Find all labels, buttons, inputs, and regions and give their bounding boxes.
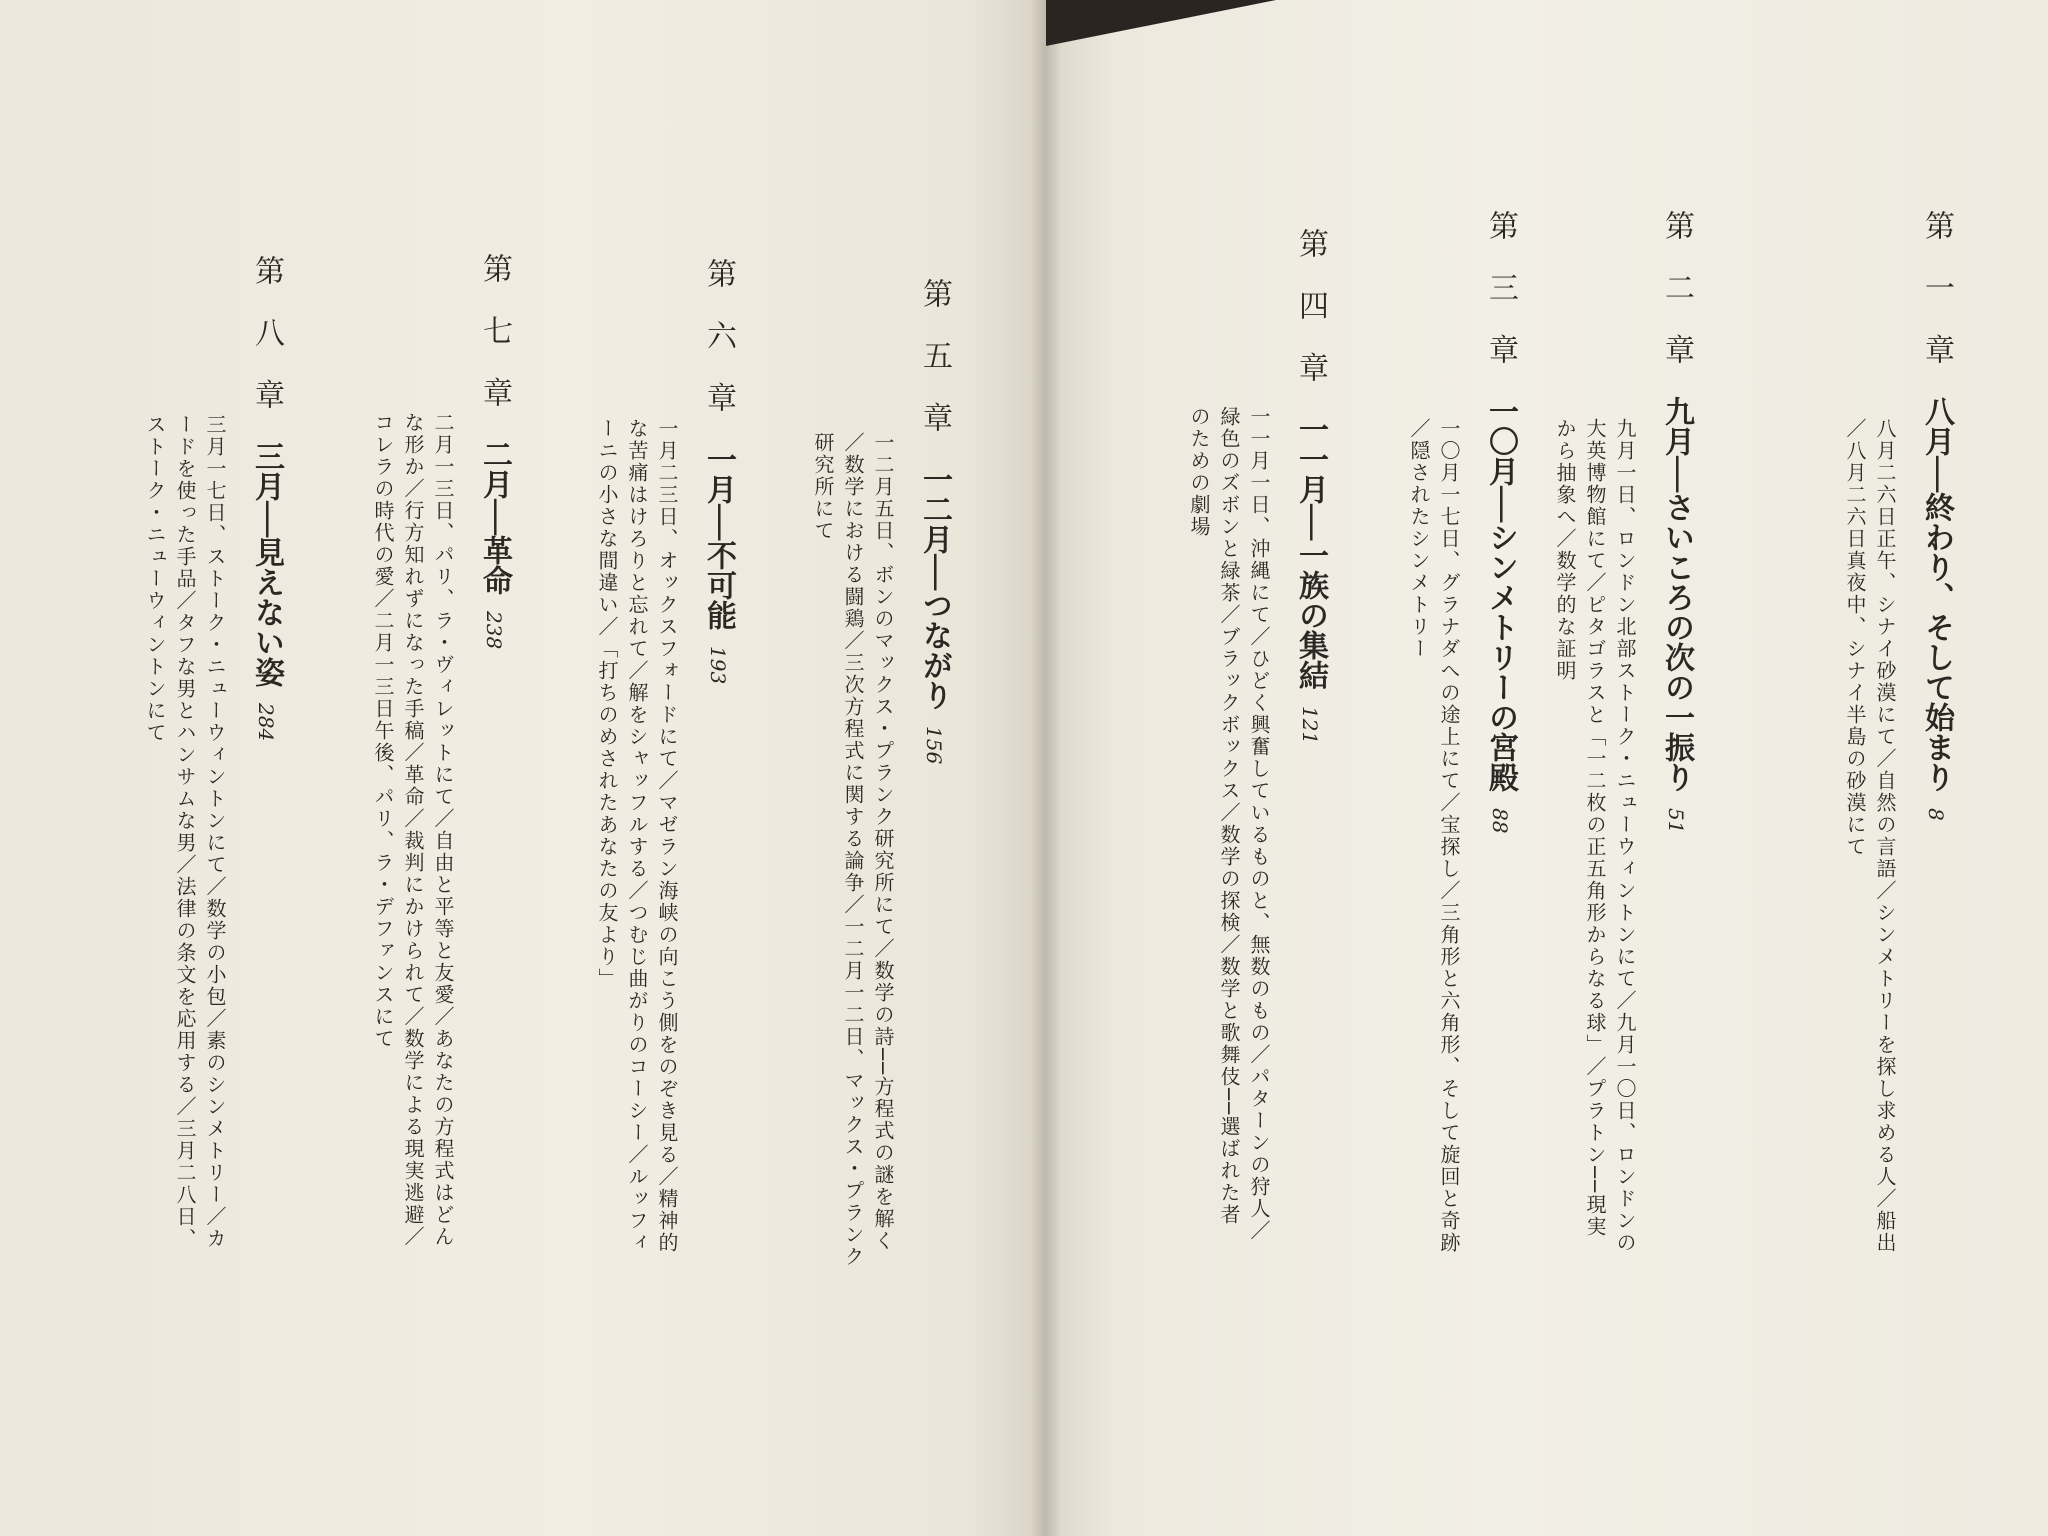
- chapter-3-heading: [1481, 210, 1520, 834]
- chapter-7-page: 238: [482, 611, 506, 650]
- chapter-5-line-3: 研究所にて: [811, 432, 835, 542]
- chapter-1-line-1: 八月二六日正午、シナイ砂漠にて／自然の言語／シンメトリーを探し求める人／船出: [1873, 418, 1897, 1254]
- chapter-1-label: 第一章: [1919, 210, 1954, 396]
- chapter-2-title: 九月──さいころの次の一振り: [1659, 396, 1694, 793]
- chapter-1-page: 8: [1924, 808, 1948, 821]
- chapter-7-label: 第七章: [477, 253, 512, 439]
- chapter-6-line-3: ーニの小さな間違い／「打ちのめされたあなたの友より」: [595, 418, 619, 990]
- chapter-6-title: 一月──不可能: [701, 444, 736, 631]
- chapter-8-line-3: ストーク・ニューウィントンにて: [143, 414, 167, 744]
- chapter-4-line-2: 緑色のズボンと緑茶／ブラックボックス／数学の探検／数学と歌舞伎──選ばれた者: [1217, 406, 1241, 1227]
- chapter-7-heading: [475, 253, 514, 649]
- chapter-4-heading: [1291, 228, 1330, 744]
- chapter-6-page: 193: [706, 646, 730, 685]
- chapter-4-line-1: 一一月一日、沖縄にて／ひどく興奮しているものと、無数のもの／パターンの狩人／: [1247, 406, 1271, 1242]
- chapter-2-page: 51: [1664, 808, 1688, 834]
- chapter-2-line-1: 九月一日、ロンドン北部ストーク・ニューウィントンにて／九月一〇日、ロンドンの: [1613, 418, 1637, 1254]
- chapter-6-line-1: 一月二三日、オックスフォードにて／マゼラン海峡の向こう側をのぞき見る／精神的: [655, 418, 679, 1254]
- chapter-6-label: 第六章: [701, 258, 736, 444]
- chapter-5-heading: [915, 278, 954, 764]
- chapter-7-line-2: な形か／行方知れずになった手稿／革命／裁判にかけられて／数学による現実逃避／: [401, 412, 425, 1248]
- chapter-8-line-1: 三月一七日、ストーク・ニューウィントンにて／数学の小包／素のシンメトリー／カ: [203, 414, 227, 1250]
- chapter-2-line-2: 大英博物館にて／ピタゴラスと「一二枚の正五角形からなる球」／プラトン──現実: [1583, 418, 1607, 1239]
- chapter-3-title: 一〇月──シンメトリーの宮殿: [1483, 396, 1518, 793]
- chapter-4-page: 121: [1298, 706, 1322, 745]
- chapter-2-label: 第二章: [1659, 210, 1694, 396]
- chapter-7-line-1: 二月一三日、パリ、ラ・ヴィレットにて／自由と平等と友愛／あなたの方程式はどん: [431, 412, 455, 1248]
- chapter-4-label: 第四章: [1293, 228, 1328, 414]
- book-gutter: [1030, 0, 1062, 1536]
- chapter-1-heading: [1917, 210, 1956, 821]
- chapter-4-title: 一一月──一族の集結: [1293, 414, 1328, 691]
- chapter-2-heading: [1657, 210, 1696, 834]
- chapter-8-label: 第八章: [249, 255, 284, 441]
- chapter-5-line-2: ／数学における闘鶏／三次方程式に関する論争／一二月一二日、マックス・プランク: [841, 432, 865, 1268]
- chapter-1-title: 八月──終わり、そして始まり: [1919, 396, 1954, 793]
- chapter-7-line-3: コレラの時代の愛／二月一三日午後、パリ、ラ・デファンスにて: [371, 412, 395, 1050]
- chapter-3-line-1: 一〇月一七日、グラナダへの途上にて／宝探し／三角形と六角形、そして旋回と奇跡: [1437, 418, 1461, 1254]
- chapter-8-heading: [247, 255, 286, 741]
- chapter-3-page: 88: [1488, 808, 1512, 834]
- chapter-5-page: 156: [922, 726, 946, 765]
- chapter-5-title: 一二月──つながり: [917, 464, 952, 711]
- chapter-4-line-3: のための劇場: [1187, 406, 1211, 538]
- chapter-8-line-2: ードを使った手品／タフな男とハンサムな男／法律の条文を応用する／三月二八日、: [173, 414, 197, 1250]
- chapter-3-line-2: ／隠されたシンメトリー: [1407, 418, 1431, 660]
- chapter-8-title: 三月──見えない姿: [249, 441, 284, 688]
- chapter-3-label: 第三章: [1483, 210, 1518, 396]
- chapter-5-label: 第五章: [917, 278, 952, 464]
- chapter-1-line-2: ／八月二六日真夜中、シナイ半島の砂漠にて: [1843, 418, 1867, 858]
- chapter-2-line-3: から抽象へ／数学的な証明: [1553, 418, 1577, 682]
- chapter-6-line-2: な苦痛はけろりと忘れて／解をシャッフルする／つむじ曲がりのコーシー／ルッフィ: [625, 418, 649, 1254]
- chapter-8-page: 284: [254, 703, 278, 742]
- chapter-6-heading: [699, 258, 738, 684]
- chapter-5-line-1: 一二月五日、ボンのマックス・プランク研究所にて／数学の詩──方程式の謎を解く: [871, 432, 895, 1253]
- chapter-7-title: 二月──革命: [477, 439, 512, 596]
